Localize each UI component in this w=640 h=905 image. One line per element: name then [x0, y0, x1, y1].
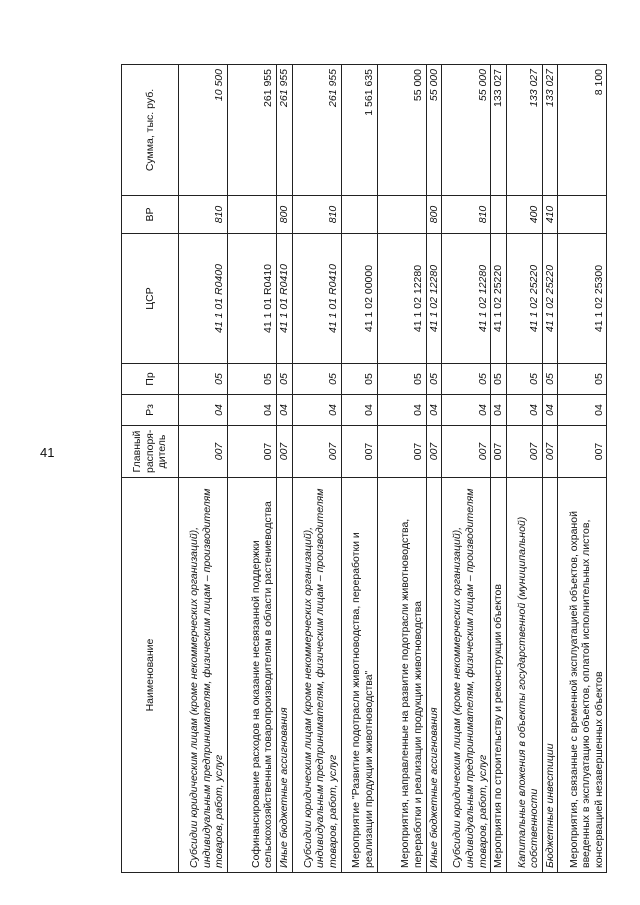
row-pr: 05: [377, 364, 426, 395]
row-name: Бюджетные инвестиции: [542, 478, 558, 873]
row-admin: 007: [292, 426, 341, 478]
row-name: Софинансирование расходов на оказание несвязанной поддержки сельскохозяйственным товаропроизводителям в области растениеводства: [228, 478, 277, 873]
table-row: [442, 65, 491, 873]
row-vr: 800: [426, 196, 442, 234]
row-vr: 810: [292, 196, 341, 234]
row-csr: 41 1 02 12280: [442, 234, 491, 364]
row-name: Капитальные вложения в объекты государственной (муниципальной) собственности: [506, 478, 542, 873]
row-vr: [228, 196, 277, 234]
table-row: [558, 65, 607, 873]
header-pr: Пр: [122, 364, 179, 395]
table-row: [542, 65, 558, 873]
row-admin: 007: [426, 426, 442, 478]
header-admin: Главный распоря-дитель: [122, 426, 179, 478]
row-pr: 05: [491, 364, 507, 395]
row-admin: 007: [558, 426, 607, 478]
row-vr: [377, 196, 426, 234]
row-sum: 55 000: [377, 65, 426, 196]
table-row: [506, 65, 542, 873]
row-rz: 04: [426, 395, 442, 426]
row-rz: 04: [377, 395, 426, 426]
row-csr: 41 1 02 25220: [491, 234, 507, 364]
row-vr: 410: [542, 196, 558, 234]
header-row: [122, 65, 179, 873]
row-rz: 04: [491, 395, 507, 426]
row-sum: 261 955: [277, 65, 293, 196]
row-vr: 400: [506, 196, 542, 234]
row-csr: 41 1 02 25220: [506, 234, 542, 364]
row-rz: 04: [277, 395, 293, 426]
row-sum: 261 955: [292, 65, 341, 196]
row-pr: 05: [442, 364, 491, 395]
row-csr: 41 1 02 12280: [377, 234, 426, 364]
header-csr: ЦСР: [122, 234, 179, 364]
row-rz: 04: [558, 395, 607, 426]
row-name: Иные бюджетные ассигнования: [277, 478, 293, 873]
table-row: [277, 65, 293, 873]
row-name: Мероприятие "Развитие подотрасли животноводства, переработки и реализации продукции животноводства": [341, 478, 377, 873]
row-pr: 05: [292, 364, 341, 395]
row-admin: 007: [542, 426, 558, 478]
row-rz: 04: [292, 395, 341, 426]
row-admin: 007: [228, 426, 277, 478]
row-admin: 007: [179, 426, 228, 478]
row-rz: 04: [179, 395, 228, 426]
page-number: 41: [40, 445, 55, 460]
table-row: [179, 65, 228, 873]
row-csr: 41 1 02 00000: [341, 234, 377, 364]
row-vr: [341, 196, 377, 234]
row-name: Субсидии юридическим лицам (кроме некоммерческих организаций), индивидуальным предпринимателям, физическим лицам – производителям товаров, работ, услуг: [179, 478, 228, 873]
row-name: Мероприятия, связанные с временной эксплуатацией объектов, охраной введенных в эксплуатацию объектов, оплатой исполнительных листов, консервацией незавершенных объектов: [558, 478, 607, 873]
header-sum: Сумма, тыс. руб.: [122, 65, 179, 196]
header-rz: Рз: [122, 395, 179, 426]
row-pr: 05: [542, 364, 558, 395]
row-csr: 41 1 01 R0410: [228, 234, 277, 364]
row-rz: 04: [228, 395, 277, 426]
row-name: Иные бюджетные ассигнования: [426, 478, 442, 873]
row-csr: 41 1 01 R0410: [277, 234, 293, 364]
row-pr: 05: [341, 364, 377, 395]
header-name: Наименование: [122, 478, 179, 873]
row-vr: 810: [179, 196, 228, 234]
row-sum: 55 000: [426, 65, 442, 196]
row-admin: 007: [277, 426, 293, 478]
table-row: [426, 65, 442, 873]
row-csr: 41 1 01 R0400: [179, 234, 228, 364]
row-csr: 41 1 02 12280: [426, 234, 442, 364]
row-sum: 261 955: [228, 65, 277, 196]
row-pr: 05: [277, 364, 293, 395]
row-pr: 05: [506, 364, 542, 395]
row-name: Субсидии юридическим лицам (кроме некоммерческих организаций), индивидуальным предпринимателям, физическим лицам – производителям товаров, работ, услуг: [292, 478, 341, 873]
row-name: Субсидии юридическим лицам (кроме некоммерческих организаций), индивидуальным предпринимателям, физическим лицам – производителям товаров, работ, услуг: [442, 478, 491, 873]
row-sum: 8 100: [558, 65, 607, 196]
row-rz: 04: [442, 395, 491, 426]
row-vr: [491, 196, 507, 234]
row-admin: 007: [377, 426, 426, 478]
row-pr: 05: [426, 364, 442, 395]
row-sum: 133 027: [542, 65, 558, 196]
row-sum: 55 000: [442, 65, 491, 196]
row-rz: 04: [341, 395, 377, 426]
row-admin: 007: [341, 426, 377, 478]
row-rz: 04: [506, 395, 542, 426]
row-csr: 41 1 02 25300: [558, 234, 607, 364]
row-name: Мероприятия по строительству и реконструкции объектов: [491, 478, 507, 873]
rotated-page: [121, 65, 605, 873]
row-pr: 05: [228, 364, 277, 395]
table-row: [377, 65, 426, 873]
table-row: [292, 65, 341, 873]
header-vr: ВР: [122, 196, 179, 234]
row-sum: 133 027: [491, 65, 507, 196]
row-pr: 05: [179, 364, 228, 395]
budget-table: [121, 64, 607, 873]
row-csr: 41 1 01 R0410: [292, 234, 341, 364]
row-name: Мероприятия, направленные на развитие подотрасли животноводства, переработки и реализации продукции животноводства: [377, 478, 426, 873]
row-admin: 007: [442, 426, 491, 478]
row-pr: 05: [558, 364, 607, 395]
table-row: [228, 65, 277, 873]
row-admin: 007: [491, 426, 507, 478]
row-sum: 133 027: [506, 65, 542, 196]
row-sum: 1 561 635: [341, 65, 377, 196]
row-rz: 04: [542, 395, 558, 426]
row-vr: 800: [277, 196, 293, 234]
row-vr: 810: [442, 196, 491, 234]
row-sum: 10 500: [179, 65, 228, 196]
table-row: [491, 65, 507, 873]
row-csr: 41 1 02 25220: [542, 234, 558, 364]
row-vr: [558, 196, 607, 234]
table-row: [341, 65, 377, 873]
row-admin: 007: [506, 426, 542, 478]
